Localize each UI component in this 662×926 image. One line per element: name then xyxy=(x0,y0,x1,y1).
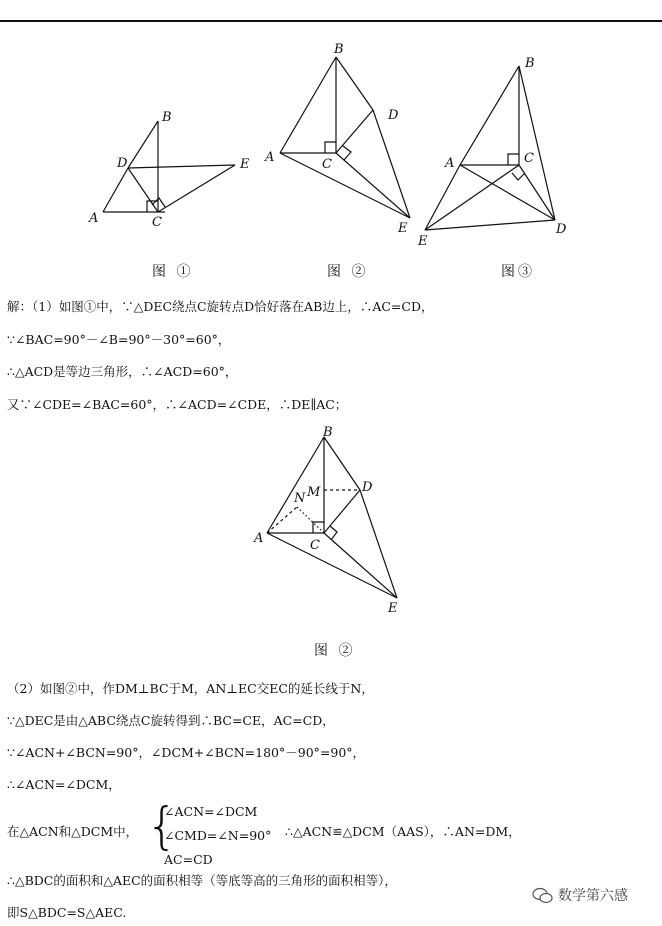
solution-line-8: ∴∠ACN=∠DCM， xyxy=(7,777,121,792)
solution-line-10: ∴△BDC的面积和△AEC的面积相等（等底等高的三角形的面积相等）， xyxy=(7,873,397,888)
solution-line-5: （2）如图②中，作DM⊥BC于M，AN⊥EC交EC的延长线于N， xyxy=(7,681,374,696)
label-D: D xyxy=(117,156,128,171)
figure-4-caption: 图 ② xyxy=(314,643,356,659)
equation-system xyxy=(164,800,271,872)
label-C: C xyxy=(152,215,162,230)
system-brace: { xyxy=(146,797,178,855)
figure-1 xyxy=(88,110,250,230)
system-eq-3: AC=CD xyxy=(164,852,213,867)
system-eq-1: ∠ACN=∠DCM xyxy=(164,804,258,819)
figure-2-caption: 图 ② xyxy=(327,264,369,280)
label-N: N xyxy=(294,491,306,506)
label-D: D xyxy=(556,222,567,237)
label-B: B xyxy=(323,425,333,440)
label-D: D xyxy=(388,108,399,123)
system-eq-2: ∠CMD=∠N=90° xyxy=(164,828,272,843)
figure-1-caption: 图 ① xyxy=(152,264,194,280)
solution-line-9-prefix: 在△ACN和△DCM中， xyxy=(7,824,139,839)
label-B: B xyxy=(525,56,535,71)
label-C: C xyxy=(322,157,332,172)
watermark xyxy=(532,885,628,905)
label-B: B xyxy=(334,42,344,57)
solution-line-4: 又∵∠CDE=∠BAC=60°，∴∠ACD=∠CDE，∴DE∥AC； xyxy=(7,397,348,412)
label-C: C xyxy=(310,538,320,553)
label-M: M xyxy=(307,485,321,500)
label-A: A xyxy=(89,211,99,226)
label-C: C xyxy=(524,151,534,166)
label-E: E xyxy=(240,157,250,172)
label-E: E xyxy=(388,601,398,616)
figure-3 xyxy=(417,56,567,249)
solution-line-2: ∵∠BAC=90°－∠B=90°－30°=60°， xyxy=(7,332,231,347)
figure-4 xyxy=(253,425,398,616)
solution-line-7: ∵∠ACN+∠BCN=90°，∠DCM+∠BCN=180°－90°=90°， xyxy=(7,745,366,760)
watermark-text: 数学第六感 xyxy=(558,888,628,904)
solution-line-3: ∴△ACD是等边三角形，∴∠ACD=60°， xyxy=(7,364,238,379)
label-E: E xyxy=(398,221,408,236)
solution-line-9-suffix: ∴△ACN≌△DCM（AAS），∴AN=DM， xyxy=(285,824,521,839)
label-A: A xyxy=(265,150,275,165)
label-E: E xyxy=(418,234,428,249)
figure-3-caption: 图③ xyxy=(501,264,535,280)
solution-line-6: ∵△DEC是由△ABC绕点C旋转得到∴BC=CE，AC=CD， xyxy=(7,713,335,728)
figure-2 xyxy=(264,42,410,236)
label-B: B xyxy=(162,110,172,125)
solution-line-11: 即S△BDC=S△AEC. xyxy=(7,905,127,920)
label-A: A xyxy=(445,156,455,171)
wechat-icon xyxy=(532,887,554,905)
label-D: D xyxy=(362,480,373,495)
solution-line-1: 解：（1）如图①中，∵△DEC绕点C旋转点D恰好落在AB边上，∴AC=CD， xyxy=(7,299,434,314)
label-A: A xyxy=(254,531,264,546)
